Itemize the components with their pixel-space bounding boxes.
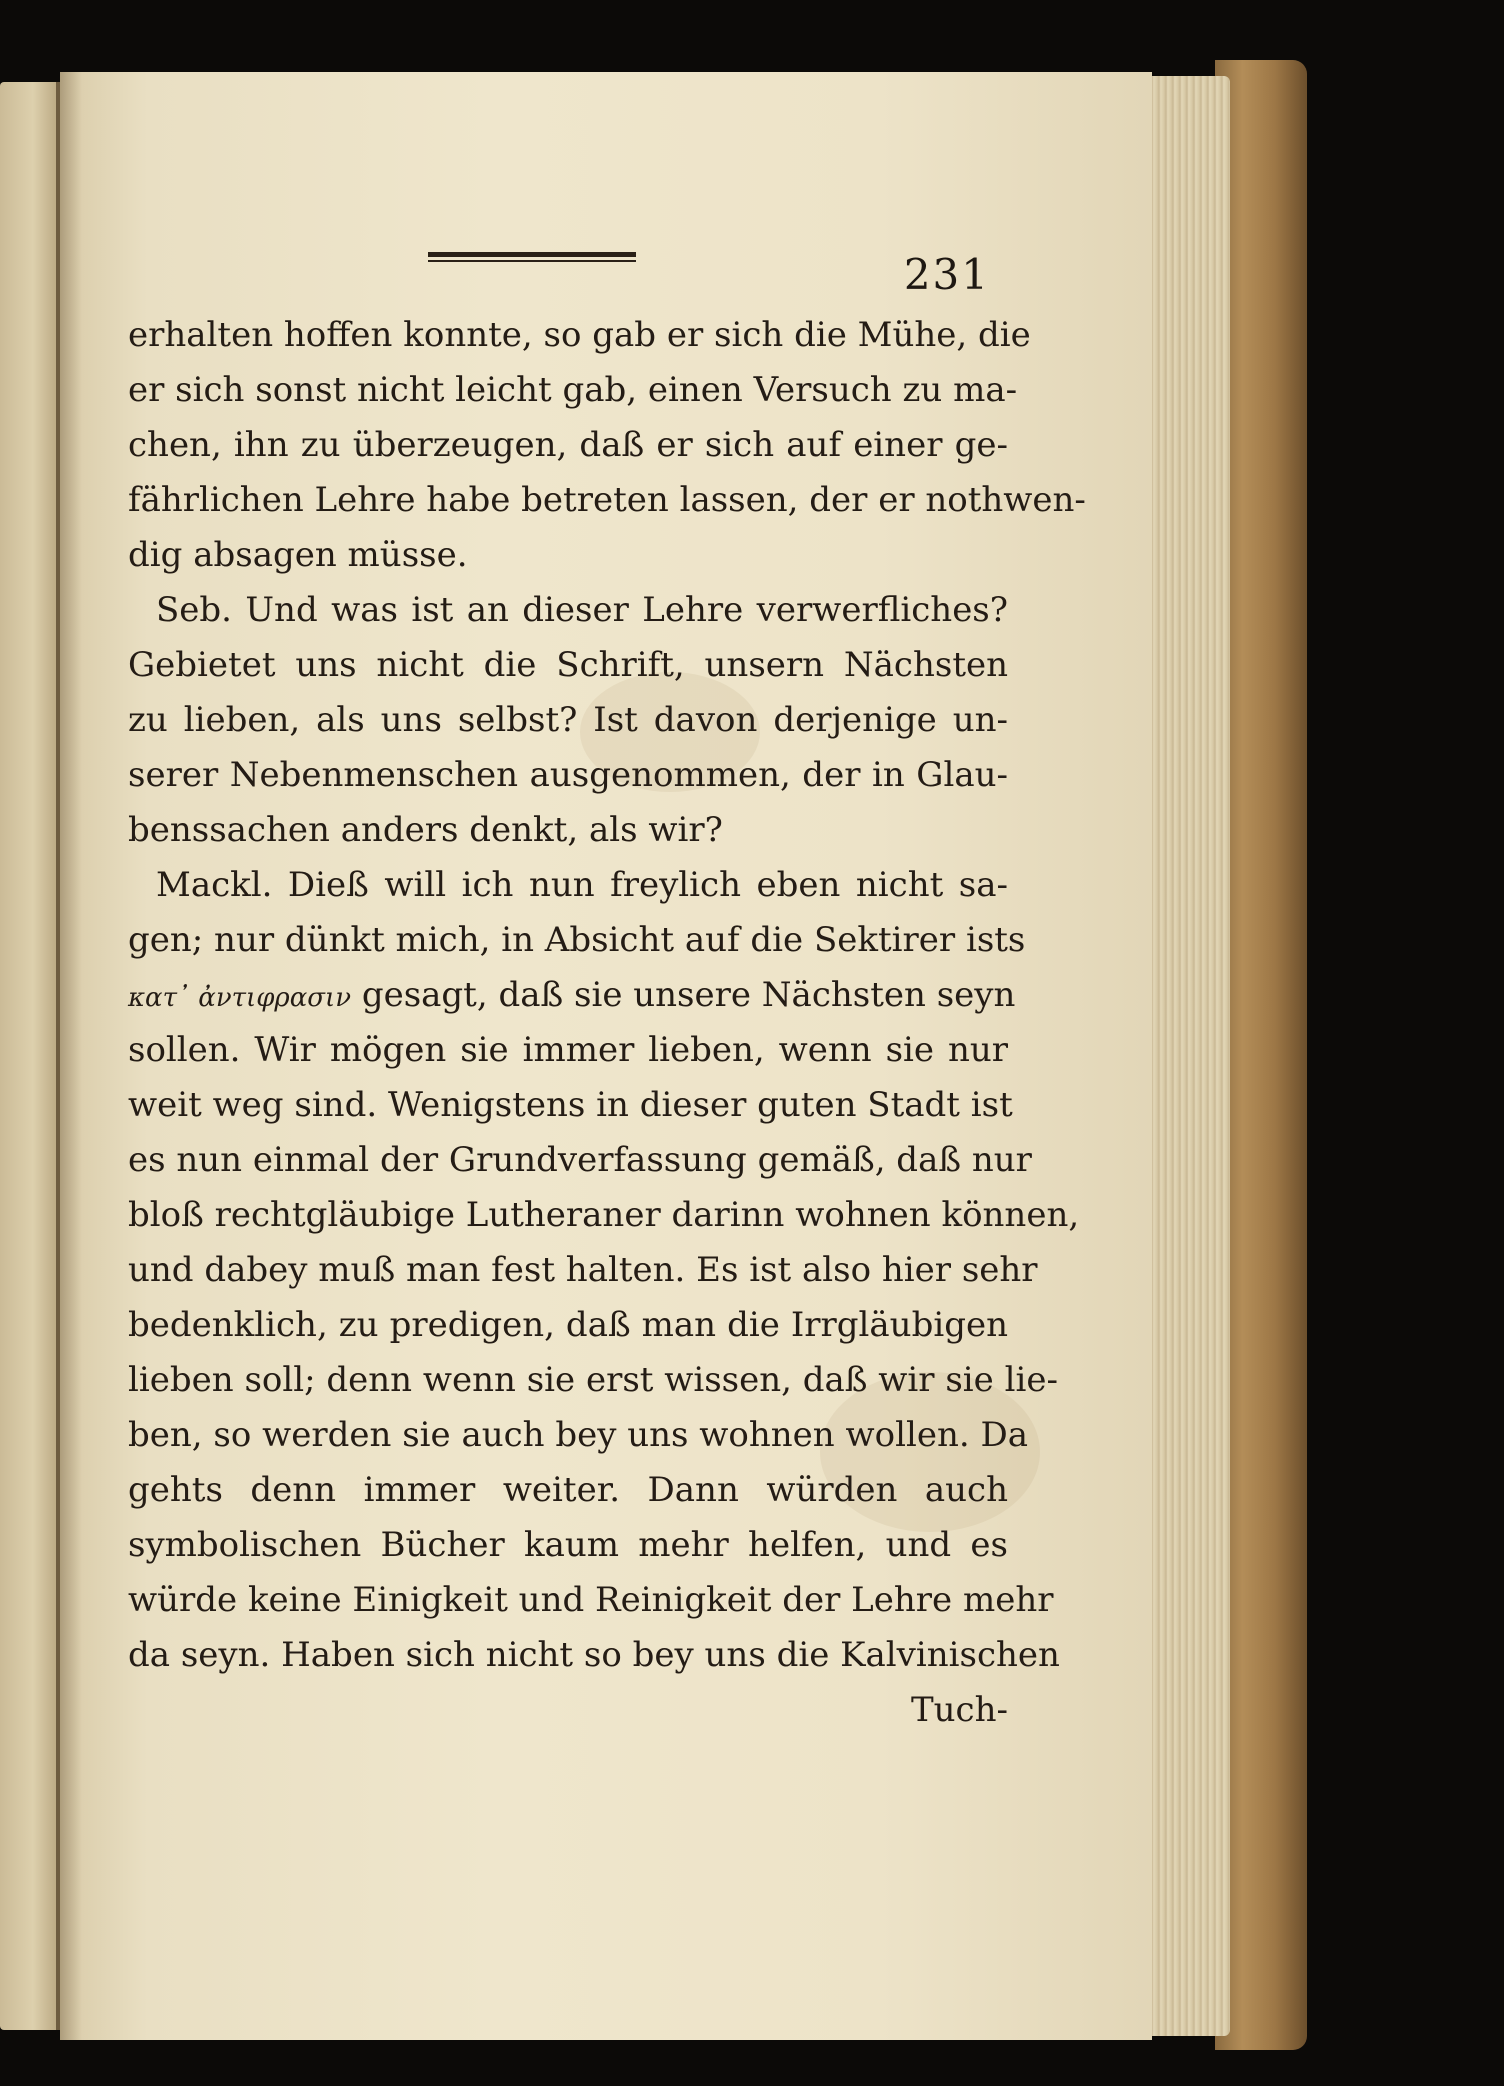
text-line: Seb. Und was ist an dieser Lehre verwerfliches?: [156, 590, 1008, 630]
text-line: lieben soll; denn wenn sie erst wissen, daß wir sie lie-: [128, 1360, 1058, 1400]
text-line: weit weg sind. Wenigstens in dieser guten Stadt ist: [128, 1085, 1013, 1125]
body-text: [128, 308, 1086, 1738]
text-line: würde keine Einigkeit und Reinigkeit der Lehre mehr: [128, 1580, 1054, 1620]
text-line: zu lieben, als uns selbst? Ist davon derjenige un-: [128, 700, 1008, 740]
page-number: 231: [903, 250, 990, 299]
text-line: sollen. Wir mögen sie immer lieben, wenn sie nur: [128, 1030, 1008, 1070]
page-edges: [1140, 76, 1230, 2036]
text-line: benssachen anders denkt, als wir?: [128, 810, 723, 850]
text-line: erhalten hoffen konnte, so gab er sich die Mühe, die: [128, 315, 1031, 355]
text-line: serer Nebenmenschen ausgenommen, der in Glau-: [128, 755, 1008, 795]
text-line: chen, ihn zu überzeugen, daß er sich auf einer ge-: [128, 425, 1008, 465]
text-line: ben, so werden sie auch bey uns wohnen wollen. Da: [128, 1415, 1028, 1455]
text-line: Gebietet uns nicht die Schrift, unsern Nächsten: [128, 645, 1008, 685]
text-line: dig absagen müsse.: [128, 535, 468, 575]
greek-phrase: κατ᾽ ἀντιφρασιν: [128, 983, 351, 1013]
text-line: er sich sonst nicht leicht gab, einen Versuch zu ma-: [128, 370, 1018, 410]
text-line-with-greek: [128, 968, 1016, 1023]
text-line: Mackl. Dieß will ich nun freylich eben nicht sa-: [156, 865, 1008, 905]
text-line: da seyn. Haben sich nicht so bey uns die Kalvinischen: [128, 1635, 1060, 1675]
text-line: gehts denn immer weiter. Dann würden auch: [128, 1470, 1008, 1510]
book-page: [60, 72, 1152, 2040]
text-line: und dabey muß man fest halten. Es ist also hier sehr: [128, 1250, 1038, 1290]
text-line: symbolischen Bücher kaum mehr helfen, und es: [128, 1525, 1008, 1565]
text-line: bedenklich, zu predigen, daß man die Irrgläubigen: [128, 1305, 1008, 1345]
catchword: Tuch-: [910, 1690, 1008, 1730]
text-line: es nun einmal der Grundverfassung gemäß, daß nur: [128, 1140, 1032, 1180]
text-line: bloß rechtgläubige Lutheraner darinn wohnen können,: [128, 1195, 1080, 1235]
text-line: fährlichen Lehre habe betreten lassen, der er nothwen-: [128, 480, 1086, 520]
facing-page-edge: [0, 82, 60, 2030]
text-line: gen; nur dünkt mich, in Absicht auf die Sektirer ists: [128, 920, 1026, 960]
text-line: gesagt, daß sie unsere Nächsten seyn: [361, 975, 1016, 1015]
header-rule: [428, 252, 636, 263]
